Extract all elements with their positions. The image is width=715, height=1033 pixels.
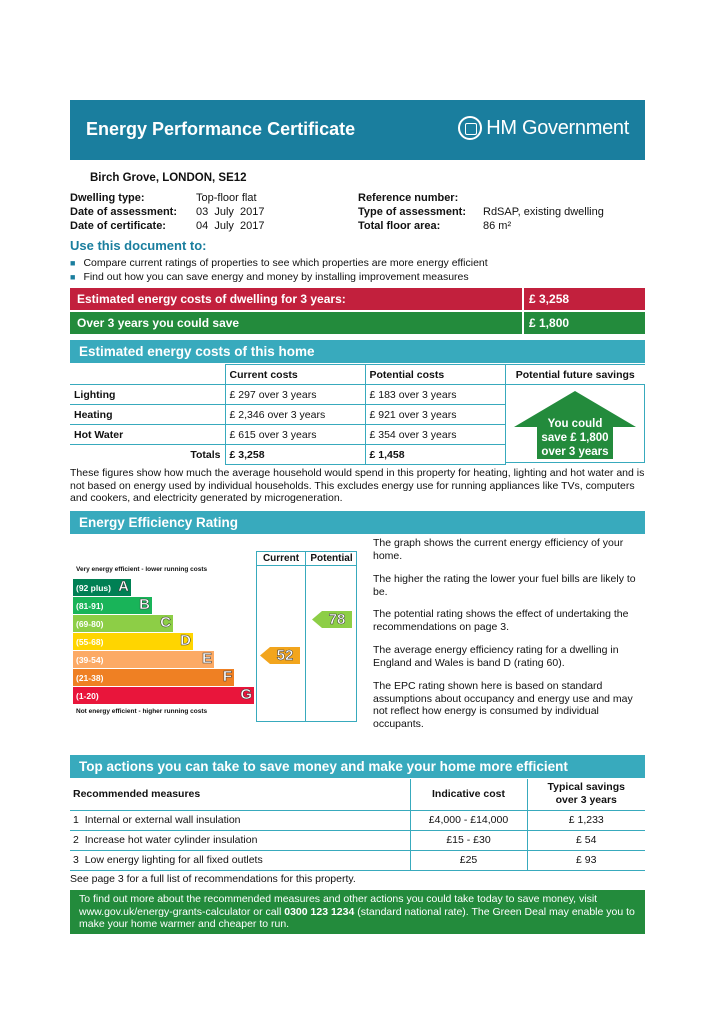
rating-text-1: The graph shows the current energy efficiency of your home. bbox=[373, 537, 624, 562]
row-label: Lighting bbox=[70, 385, 225, 405]
table-cell: £ 2,346 over 3 years bbox=[225, 405, 365, 425]
col-current-header: Current costs bbox=[225, 365, 365, 385]
could-save-value: £ 1,800 bbox=[522, 312, 645, 334]
use-bullets bbox=[70, 256, 488, 284]
footer-banner: To find out more about the recommended measures and other actions you could take today to save money, visit www.gov.uk/energy-grants-calculator or call 0300 123 1234 (standard national rate). The Green Deal may enable you to make your home warmer and cheaper to run. bbox=[70, 890, 645, 934]
cost-cell: £15 - £30 bbox=[410, 830, 527, 850]
table-row bbox=[70, 830, 645, 850]
rating-text-2: The higher the rating the lower your fuel bills are likely to be. bbox=[373, 573, 636, 598]
dwelling-type-label: Dwelling type: bbox=[70, 192, 145, 204]
floor-area-value: 86 m² bbox=[483, 220, 512, 232]
rating-chart bbox=[70, 551, 357, 722]
assessment-date-value: 03 July 2017 bbox=[196, 206, 265, 218]
current-rating-value: 52 bbox=[276, 647, 294, 664]
saving-cell: £ 54 bbox=[527, 830, 645, 850]
measure-cell: 2 Increase hot water cylinder insulation bbox=[70, 830, 410, 850]
col-potential-header: Potential costs bbox=[365, 365, 505, 385]
col-savings-header: Typical savings over 3 years bbox=[527, 779, 645, 810]
potential-column bbox=[306, 551, 357, 722]
row-label: Heating bbox=[70, 405, 225, 425]
see-page-note: See page 3 for a full list of recommendations for this property. bbox=[70, 873, 356, 885]
dwelling-type-value: Top-floor flat bbox=[196, 192, 257, 204]
saving-cell: £ 93 bbox=[527, 850, 645, 870]
table-cell bbox=[70, 365, 225, 385]
cost-cell: £25 bbox=[410, 850, 527, 870]
certificate-date-label: Date of certificate: bbox=[70, 220, 166, 232]
rating-text-5: The EPC rating shown here is based on standard assumptions about occupancy and energy use and may not reflect how energy is consumed by individual occupants. bbox=[373, 680, 633, 730]
band-c: (69-80) C bbox=[73, 615, 173, 632]
current-header: Current bbox=[262, 553, 300, 564]
col-measures-header: Recommended measures bbox=[70, 779, 410, 810]
header-banner bbox=[70, 100, 645, 160]
band-a: (92 plus) A bbox=[73, 579, 131, 596]
assessment-type-value: RdSAP, existing dwelling bbox=[483, 206, 604, 218]
table-row bbox=[70, 779, 645, 810]
costs-heading: Estimated energy costs of this home bbox=[70, 340, 645, 363]
table-row bbox=[70, 365, 645, 385]
potential-rating-value: 78 bbox=[328, 611, 346, 628]
band-f: (21-38) F bbox=[73, 669, 234, 686]
potential-header: Potential bbox=[310, 553, 353, 564]
savings-box bbox=[505, 384, 645, 463]
col-savings-header: Potential future savings bbox=[505, 365, 645, 385]
estimated-costs-label: Estimated energy costs of dwelling for 3 years: bbox=[77, 292, 346, 306]
current-rating-marker bbox=[260, 647, 300, 664]
total-current: £ 3,258 bbox=[225, 445, 365, 465]
actions-heading: Top actions you can take to save money and make your home more efficient bbox=[70, 755, 645, 778]
list-item: ■ Compare current ratings of properties to see which properties are more energy efficient bbox=[70, 257, 488, 269]
rating-text-3: The potential rating shows the effect of undertaking the recommendations on page 3. bbox=[373, 608, 629, 633]
table-cell: £ 615 over 3 years bbox=[225, 425, 365, 445]
table-cell: £ 297 over 3 years bbox=[225, 385, 365, 405]
brand-text: HM Government bbox=[486, 116, 629, 139]
hm-government-logo bbox=[458, 116, 629, 140]
measures-table bbox=[70, 779, 645, 871]
row-label: Hot Water bbox=[70, 425, 225, 445]
estimated-costs-bar bbox=[70, 288, 645, 310]
could-save-bar bbox=[70, 312, 645, 334]
table-row bbox=[70, 810, 645, 830]
totals-label: Totals bbox=[70, 445, 225, 465]
phone-number: 0300 123 1234 bbox=[284, 905, 355, 918]
band-b: (81-91) B bbox=[73, 597, 152, 614]
col-cost-header: Indicative cost bbox=[410, 779, 527, 810]
assessment-date-label: Date of assessment: bbox=[70, 206, 177, 218]
could-save-label: Over 3 years you could save bbox=[77, 316, 240, 330]
floor-area-label: Total floor area: bbox=[358, 220, 441, 232]
rating-heading: Energy Efficiency Rating bbox=[70, 511, 645, 534]
page-title: Energy Performance Certificate bbox=[86, 119, 356, 139]
efficient-note: Very energy efficient - lower running costs bbox=[76, 566, 208, 573]
inefficient-note: Not energy efficient - higher running costs bbox=[76, 708, 208, 715]
savings-arrow-text: You could save £ 1,800 over 3 years bbox=[541, 418, 609, 458]
table-cell: £ 921 over 3 years bbox=[365, 405, 505, 425]
costs-note: These figures show how much the average household would spend in this property for heating, lighting and hot water and is not based on energy used by individual households. This excludes energy use for running appliances like TVs, computers and cookers, and electricity generated by microgeneration. bbox=[70, 467, 645, 504]
potential-rating-marker bbox=[312, 611, 352, 628]
reference-label: Reference number: bbox=[358, 192, 459, 204]
saving-cell: £ 1,233 bbox=[527, 810, 645, 830]
table-cell: £ 354 over 3 years bbox=[365, 425, 505, 445]
measure-cell: 1 Internal or external wall insulation bbox=[70, 810, 410, 830]
list-item: ■ Find out how you can save energy and money by installing improvement measures bbox=[70, 271, 469, 283]
property-address: Birch Grove, LONDON, SE12 bbox=[90, 172, 247, 184]
band-g: (1-20) G bbox=[73, 687, 254, 704]
certificate-date-value: 04 July 2017 bbox=[196, 220, 265, 232]
royal-crest-icon bbox=[458, 116, 482, 140]
total-potential: £ 1,458 bbox=[365, 445, 505, 465]
measure-cell: 3 Low energy lighting for all fixed outlets bbox=[70, 850, 410, 870]
assessment-type-label: Type of assessment: bbox=[358, 206, 467, 218]
band-d: (55-68) D bbox=[73, 633, 193, 650]
savings-arrow bbox=[514, 391, 636, 459]
table-cell: £ 183 over 3 years bbox=[365, 385, 505, 405]
current-column bbox=[256, 551, 306, 722]
use-heading: Use this document to: bbox=[70, 238, 207, 253]
estimated-costs-value: £ 3,258 bbox=[522, 288, 645, 310]
rating-text-4: The average energy efficiency rating for a dwelling in England and Wales is band D (rating 60). bbox=[373, 644, 619, 669]
cost-cell: £4,000 - £14,000 bbox=[410, 810, 527, 830]
band-e: (39-54) E bbox=[73, 651, 214, 668]
table-row bbox=[70, 850, 645, 870]
